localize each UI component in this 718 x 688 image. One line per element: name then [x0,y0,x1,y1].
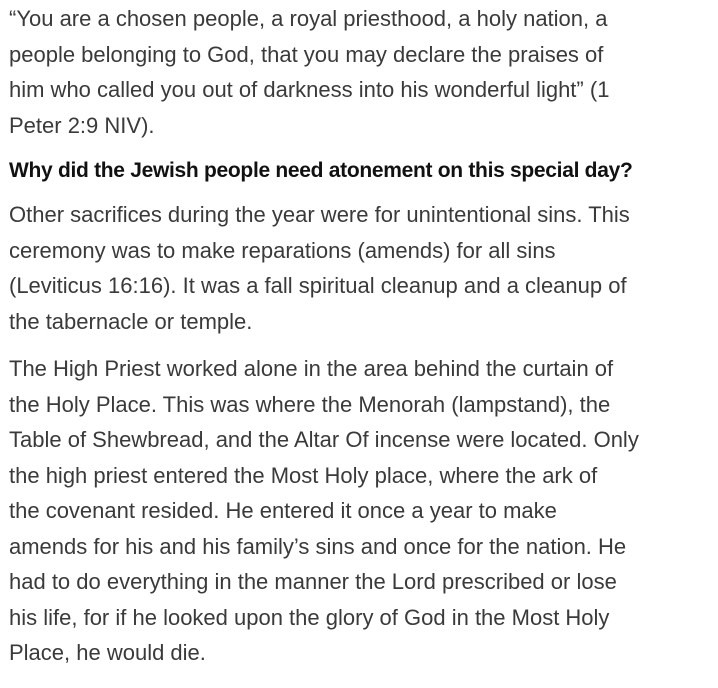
section-heading: Why did the Jewish people need atonement on this special day? [9,159,633,182]
paragraph-line: the tabernacle or temple. [9,308,253,334]
paragraph-line: Place, he would die. [9,640,206,665]
paragraph-line: (Leviticus 16:16). It was a fall spiritual cleanup and a cleanup of [9,273,627,298]
paragraph-line: The High Priest worked alone in the area behind the curtain of [9,356,614,381]
paragraph-line: ceremony was to make reparations (amends) for all sins [9,237,556,263]
quote-line: “You are a chosen people, a royal priesthood, a holy nation, a [9,6,608,31]
paragraph-line: amends for his and his family’s sins and once for the nation. He [9,533,627,559]
paragraph-line: the covenant resided. He entered it once a year to make [9,498,557,523]
paragraph-line: Table of Shewbread, and the Altar Of incense were located. Only [9,427,639,452]
paragraph-line: his life, for if he looked upon the glory of God in the Most Holy [9,604,610,630]
quote-line: him who called you out of darkness into his wonderful light” (1 [9,77,610,102]
paragraph-sacrifices [9,197,715,339]
paragraph-line: had to do everything in the manner the Lord prescribed or lose [9,569,617,594]
quote-line: people belonging to God, that you may declare the praises of [9,41,604,67]
paragraph-high-priest [9,351,715,671]
paragraph-line: Other sacrifices during the year were for unintentional sins. This [9,202,630,227]
paragraph-line: the high priest entered the Most Holy place, where the ark of [9,462,598,488]
quote-line: Peter 2:9 NIV). [9,112,155,138]
document-page [9,0,715,671]
scripture-quote [9,1,715,143]
paragraph-line: the Holy Place. This was where the Menorah (lampstand), the [9,391,611,417]
